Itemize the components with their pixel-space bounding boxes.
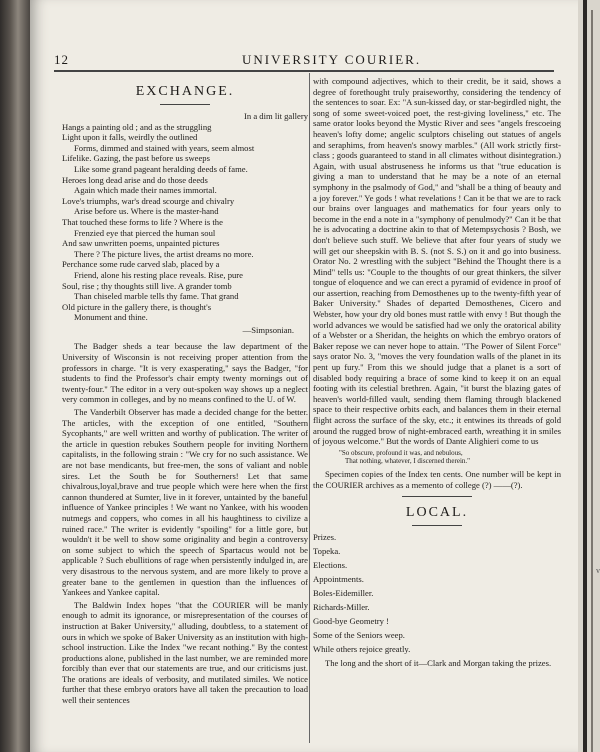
poem-line: Light upon it falls, weirdly the outlined xyxy=(62,132,198,143)
local-heading: LOCAL. xyxy=(405,505,469,521)
next-page-edge xyxy=(578,0,600,752)
local-item: Richards-Miller. xyxy=(313,602,370,613)
poem-line: Arise before us. Where is the master-hand xyxy=(74,206,219,217)
local-item: The long and the short of it—Clark and Morgan taking the prizes. xyxy=(325,658,552,669)
local-item: Appointments. xyxy=(313,574,364,585)
poem-line: Soul, rise ; thy thoughts still live. A grander tomb xyxy=(62,280,232,291)
poem xyxy=(62,111,308,323)
paragraph-baldwin: The Baldwin Index hopes "that the COURIER will be manly enough to admit its ignorance, or misrepresentation of the courses of instruction at Baker University," alluding, doubtless, to a statement of ours in which we spoke of Baker University as an institution with high-school instruction. Like the Index "we recant nothing." By the contest productions alone, published in the last number, we are reminded more forcibly than ever that our statements are true, and our criticisms just. The orations are ideals of verbosity, and mutilated similes. We notice further that these embryo orators have all taken the precaution to load well their sentences xyxy=(62,599,308,706)
poem-line: Than chiseled marble tells thy fame. That grand xyxy=(74,291,239,302)
poem-line: Old picture in the gallery there, is thought's xyxy=(62,301,212,312)
book-binding xyxy=(0,0,30,752)
quote-line: That nothing, whatever, I discerned therein." xyxy=(345,457,471,466)
quote-line: "So obscure, profound it was, and nebulous, xyxy=(339,448,463,457)
poem-line: There ? The picture lives, the artist dreams no more. xyxy=(74,248,254,259)
column-divider xyxy=(309,73,310,743)
poem-line: In a dim lit gallery xyxy=(244,111,308,121)
local-list xyxy=(313,532,561,668)
poem-line: Again which made their names immortal. xyxy=(74,185,217,196)
left-column xyxy=(62,76,308,708)
poem-line: Perchance some rude carved slab, placed by a xyxy=(62,259,220,270)
heading-rule xyxy=(412,525,462,526)
journal-title: UNIVERSITY COURIER. xyxy=(242,52,422,67)
right-column xyxy=(313,76,561,672)
page-number: 12 xyxy=(54,52,69,67)
poem-line: That touched these forms to life ? Where is the xyxy=(62,216,223,227)
section-rule xyxy=(402,496,472,497)
poem-line: Monument and thine. xyxy=(74,312,148,323)
poem-line: Frenzied eye that pierced the human soul xyxy=(74,227,216,238)
poem-line: And saw unwritten poems, unpainted pictures xyxy=(62,238,220,249)
exchange-heading: EXCHANGE. xyxy=(135,84,235,99)
poem-line: Forms, dimmed and stained with years, seem almost xyxy=(74,142,255,153)
local-item: Good-bye Geometry ! xyxy=(313,616,389,627)
header-rule xyxy=(54,70,554,72)
heading-rule xyxy=(160,104,210,105)
local-item: Boles-Eidemiller. xyxy=(313,588,374,599)
running-header xyxy=(54,52,554,70)
poem-line: Friend, alone his resting place reveals. Rise, pure xyxy=(74,269,243,280)
page-edge-line xyxy=(591,10,593,752)
local-item: Prizes. xyxy=(313,532,337,543)
paragraph-badger: The Badger sheds a tear because the law department of the University of Wisconsin is not receiving proper attention from the professors in charge. "It is very exasperating," says the Badger, "for students to find the Professor's chair empty twenty mornings out of twenty-four." The editor in a very out-spoken way shows up a neglect very common in colleges, and by no means confined to the U. of W. xyxy=(62,341,308,405)
paragraph-vanderbilt: The Vanderbilt Observer has made a decided change for the better. The articles, with the exception of one entitled, "Southern Sycophants," are well written and worthy of publication. The writer of the article in question rebukes Southern people for inviting Northern capitalists, in the following strain : "We cry for no such assistance. We are not base mendicants, but free-men, the sons of valiant and noble sires. Let the South be for Southerners! Let that same chivalrous,loyal,brave and true people which were here when the first cannon thundered at Sumter, live in it forever, untainted by the baneful influence of Yankee principles ! We want no Yankee, with his wooden nutmegs and coppers, who comes in all his haughtiness to civilize a ruined race." The writer is evidently "spoiling" for a little gore, but wouldn't it be well to show some originality and begin a controversy on some subject to which the speech of Spartacus would not be applicable ? Such ebullitions of rage when persistently indulged in, are very disastrous to the nervous system, and are more likely to prove a greater bane to the gentlemen in question than the influences of Yankees and Yankee capital. xyxy=(62,407,308,598)
paragraph-continued: with compound adjectives, which to their credit, be it said, shows a degree of forethought truly praiseworthy, considering the tendency of the sentences to soar. Ex: "A sun-kissed day, or star-begirdled night, the song of some sweet-voiced poet, the rest-giving loveliness," etc. The same orator looks beyond the Mystic River and sees "angels frescoeing heaven's lofty dome; angelic sculptors chiseling out statues of angels and seraphims, from heaven's snowy marbles." (All work strictly first-class ; goods guaranteed to stand in all climates without disintegration.) Again, with usual abstruseness he informs us that "true education is giving a man to understand that he may be a note of an eternal symphony in the psalmody of God," and "shall be a thing of beauty and a joy forever." Ye gods ! what revelations ! Can it be that we are to rack our brains over languages and mathematics for four years only to become in the end a note in a "symphony of penulmody?" Can it be that he is advocating a doctrine akin to that of Metempsychosis ? Bosh, we don't believe such stuff. We believe that after four years of study we will get our sheepskin with B. S. (not S. S.) on it and go into business. Orator No. 2 wrestling with the subject "Behind the Thought there is a Mind" tells us: "Couple to the thoughts of our great thinkers, the silver tongue of eloquence and we can erect a pyramid of evidence in proof of our assertion, reaching from Demosthenes up to the twenty-fifth year of Baker University." Shades of departed Demosthenes, Cicero and Webster, how your dry old bones must rattle with envy ! But though the world advances we would be satisfied had we only the oratorical ability of a Webster or a Sheridan, the heights on which the embryo orators of Baker repose we can never hope to attain. "The Power of Silent Force" says orator No. 3, "moves the very foundation walls of the planet in its pent up fury." From this we should judge that a planet is a sort of disabled body requiring a brace of some kind to keep it on an equal footing with its celestial brethren. Again, "it burst the blazing gates of heaven's world-filled vault, sending them flaming through blackened space to their respective orbits each, and balances them in their eternal flight across the surface of the sky, etc.; it entwines its threads of gold around the rugged brow of night-embraced earth, wreathing it in smiles of joyous welcome." But the words of Dante Alighieri come to us xyxy=(313,76,561,447)
poem-line: Like some grand pageant heralding deeds of fame. xyxy=(74,163,248,174)
poem-line: Hangs a painting old ; and as the struggling xyxy=(62,121,212,132)
poem-line: Heroes long dead arise and do those deeds xyxy=(62,174,208,185)
local-item: Topeka. xyxy=(313,546,341,557)
dante-quote xyxy=(313,449,561,466)
local-item: Some of the Seniors weep. xyxy=(313,630,405,641)
local-item: Elections. xyxy=(313,560,348,571)
poem-signature: —Simpsonian. xyxy=(242,324,294,335)
local-item: While others rejoice greatly. xyxy=(313,644,411,655)
margin-mark: v xyxy=(596,566,600,575)
paragraph-specimen: Specimen copies of the Index ten cents. One number will be kept in the COURIER archives as a memento of college (?) ——(?). xyxy=(313,468,561,490)
poem-line: Love's triumphs, war's dread scourge and chivalry xyxy=(62,195,235,206)
page-edge-shadow xyxy=(583,0,587,752)
poem-line: Lifelike. Gazing, the past before us sweeps xyxy=(62,153,210,164)
